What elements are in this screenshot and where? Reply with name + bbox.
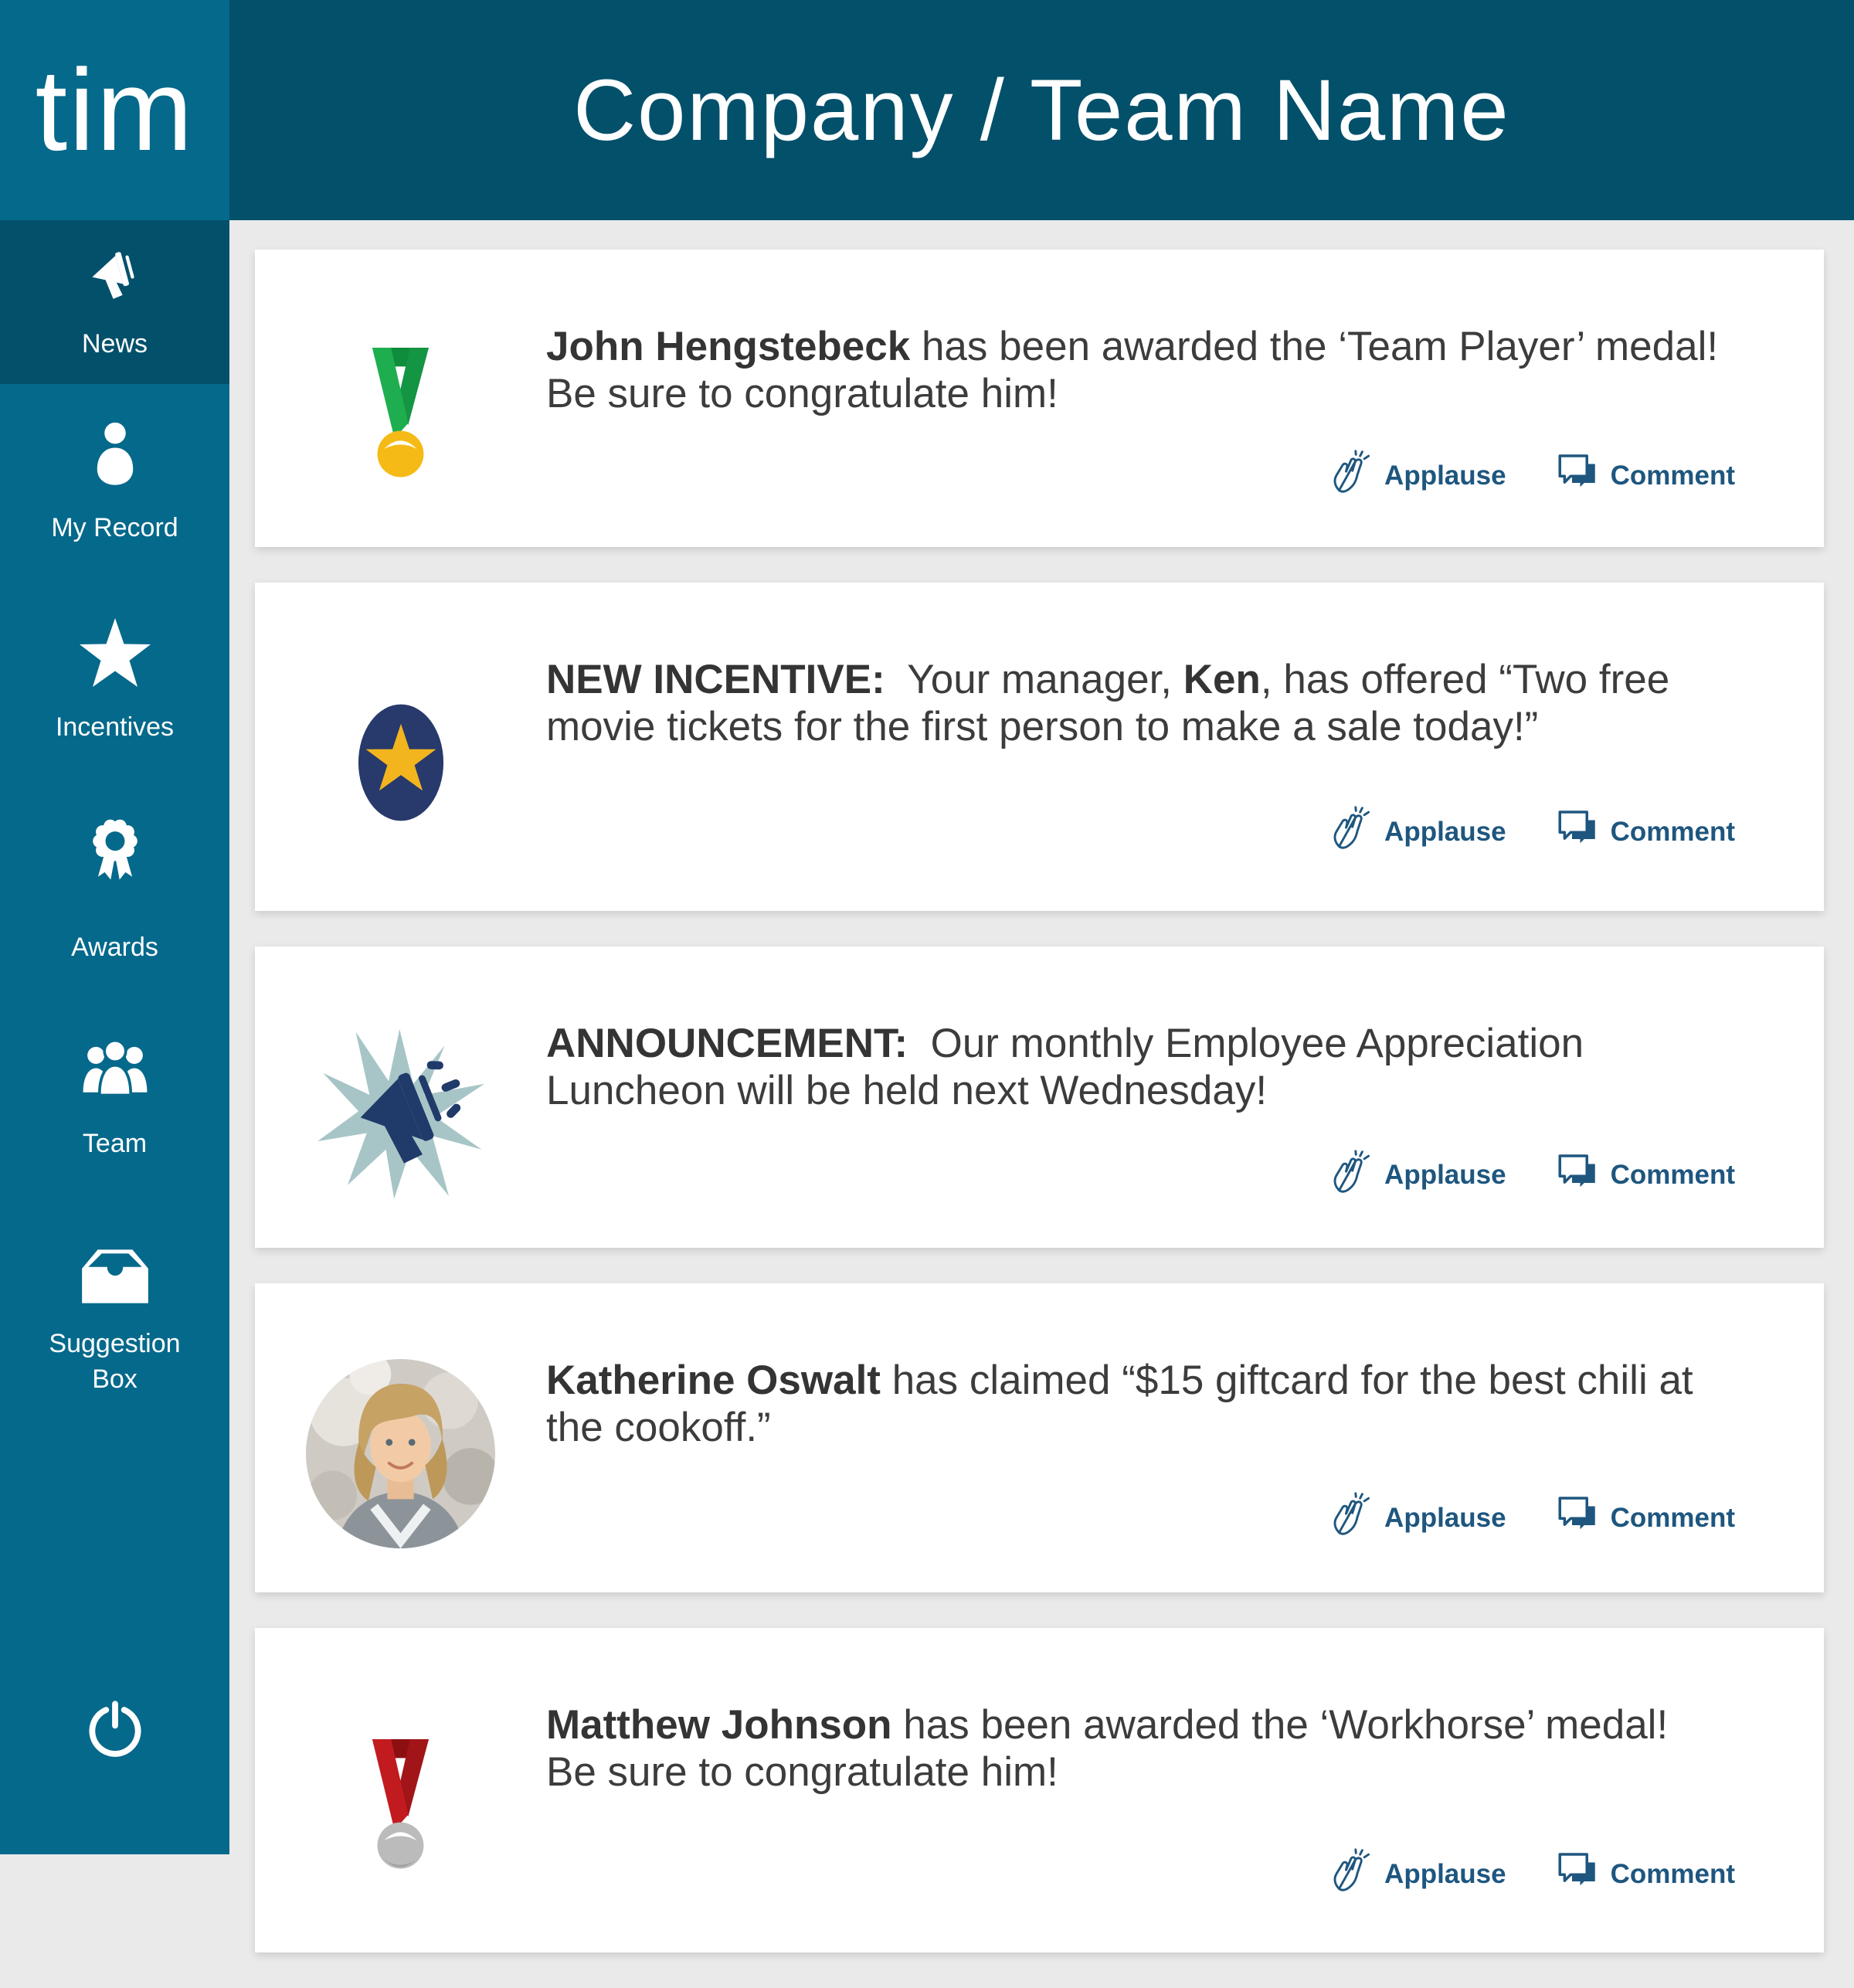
person-icon <box>82 418 148 492</box>
news-card <box>255 583 1824 911</box>
applause-button[interactable] <box>1328 806 1506 858</box>
applause-label: Applause <box>1384 1160 1506 1191</box>
star-icon <box>75 614 155 692</box>
comment-button[interactable] <box>1556 1493 1735 1543</box>
applause-label: Applause <box>1384 460 1506 491</box>
applause-label: Applause <box>1384 816 1506 847</box>
inbox-icon <box>76 1245 154 1308</box>
card-actions <box>546 1487 1735 1550</box>
clap-icon <box>1328 450 1373 501</box>
megaphone-icon <box>80 242 151 308</box>
star-badge-icon <box>255 656 546 868</box>
clap-icon <box>1328 1492 1373 1544</box>
sidebar-nav <box>0 220 229 1854</box>
sidebar-item-label: Awards <box>71 933 158 963</box>
card-actions <box>546 1146 1735 1205</box>
applause-label: Applause <box>1384 1502 1506 1533</box>
news-card-text: ANNOUNCEMENT: Our monthly Employee Appreciation Luncheon will be held next Wednesday! <box>546 1021 1595 1114</box>
power-icon <box>85 1699 145 1763</box>
sidebar-item-team[interactable] <box>0 997 229 1201</box>
megaphone-burst-icon <box>255 1020 546 1205</box>
logout-power-button[interactable] <box>0 1699 229 1763</box>
card-actions <box>546 447 1735 505</box>
news-card-text: Katherine Oswalt has claimed “$15 giftcard for the best chili at the cookoff.” <box>546 1358 1705 1451</box>
comment-label: Comment <box>1610 816 1735 847</box>
avatar-photo <box>255 1357 546 1550</box>
card-actions <box>546 1839 1735 1910</box>
sidebar-item-suggestion-box[interactable] <box>0 1201 229 1441</box>
sidebar-item-my-record[interactable] <box>0 384 229 579</box>
main-area <box>229 0 1854 1889</box>
comment-button[interactable] <box>1556 450 1735 501</box>
red-medal-icon <box>255 1701 546 1910</box>
sidebar-item-label: My Record <box>51 512 178 542</box>
comment-icon <box>1556 807 1599 857</box>
sidebar-item-label: Suggestion Box <box>49 1329 181 1394</box>
green-medal-icon <box>255 323 546 505</box>
sidebar <box>0 0 229 1854</box>
sidebar-item-label: News <box>81 329 148 359</box>
applause-button[interactable] <box>1328 1492 1506 1544</box>
comment-button[interactable] <box>1556 1849 1735 1899</box>
app-logo-text: tim <box>35 45 195 175</box>
comment-label: Comment <box>1610 460 1735 491</box>
rosette-icon <box>78 811 152 912</box>
news-card <box>255 1283 1824 1592</box>
sidebar-item-label: Incentives <box>55 712 175 743</box>
sidebar-item-news[interactable] <box>0 220 229 384</box>
news-card <box>255 1628 1824 1952</box>
page-title: Company / Team Name <box>573 62 1510 158</box>
news-card-text: Matthew Johnson has been awarded the ‘Workhorse’ medal! Be sure to congratulate him! <box>546 1702 1679 1796</box>
applause-button[interactable] <box>1328 1848 1506 1900</box>
comment-button[interactable] <box>1556 1150 1735 1201</box>
news-card-text: NEW INCENTIVE: Your manager, Ken, has offered “Two free movie tickets for the first person to make a sale today!” <box>546 657 1681 750</box>
card-actions <box>546 795 1735 868</box>
comment-button[interactable] <box>1556 807 1735 857</box>
applause-button[interactable] <box>1328 1150 1506 1201</box>
clap-icon <box>1328 806 1373 858</box>
comment-icon <box>1556 1493 1599 1543</box>
team-icon <box>70 1037 160 1108</box>
applause-label: Applause <box>1384 1858 1506 1889</box>
news-card <box>255 250 1824 547</box>
clap-icon <box>1328 1150 1373 1201</box>
comment-label: Comment <box>1610 1502 1735 1533</box>
comment-label: Comment <box>1610 1160 1735 1191</box>
clap-icon <box>1328 1848 1373 1900</box>
comment-icon <box>1556 1849 1599 1899</box>
sidebar-item-label: Team <box>82 1128 148 1158</box>
applause-button[interactable] <box>1328 450 1506 501</box>
sidebar-item-awards[interactable] <box>0 780 229 997</box>
sidebar-item-incentives[interactable] <box>0 579 229 780</box>
comment-icon <box>1556 450 1599 501</box>
news-card-text: John Hengstebeck has been awarded the ‘Team Player’ medal! Be sure to congratulate him! <box>546 324 1730 417</box>
page-header <box>229 0 1854 220</box>
news-card <box>255 946 1824 1248</box>
comment-icon <box>1556 1150 1599 1201</box>
app-logo <box>0 0 229 220</box>
comment-label: Comment <box>1610 1858 1735 1889</box>
news-feed <box>229 220 1854 1988</box>
avatar <box>306 1359 495 1548</box>
